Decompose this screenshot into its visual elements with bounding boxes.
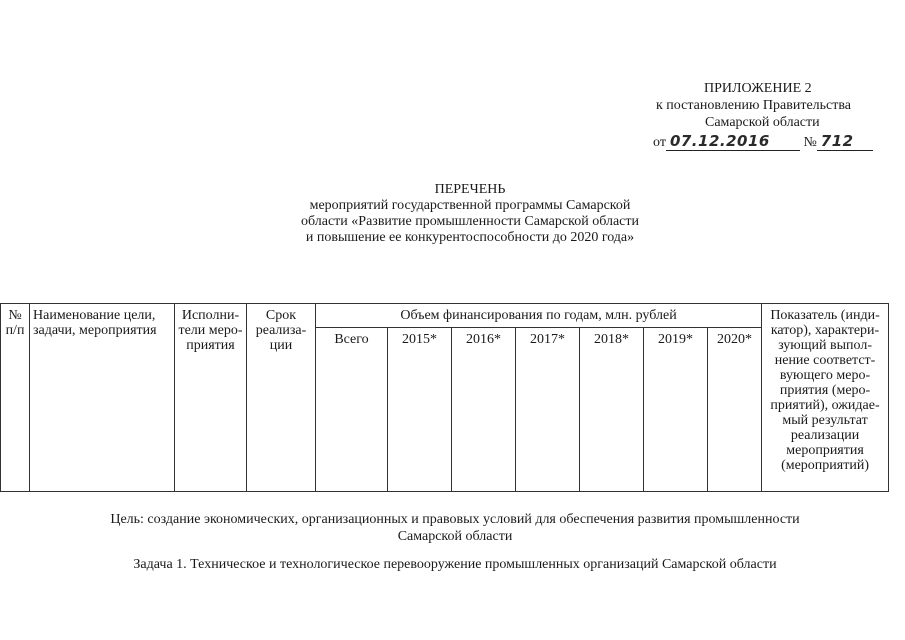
task-statement: Задача 1. Техническое и технологическое перевооружение промышленных организаций Самарской области: [133, 557, 777, 572]
document-title: [200, 182, 740, 246]
appendix-title: ПРИЛОЖЕНИЕ 2: [704, 81, 812, 96]
handwritten-date: 07.12.2016: [666, 133, 800, 151]
year-column: 2020*: [708, 328, 762, 492]
column-number: № п/п: [1, 304, 30, 492]
column-term: Срок реализа-ции: [247, 304, 316, 492]
goal-line: Цель: создание экономических, организационных и правовых условий для обеспечения развития промышленности: [110, 512, 800, 527]
table-header-row: [1, 304, 889, 328]
year-column: 2017*: [516, 328, 580, 492]
appendix-date-line: [653, 133, 873, 151]
year-column: Всего: [316, 328, 388, 492]
number-label: №: [803, 135, 817, 150]
document-subtitle-line: и повышение ее конкурентоспособности до 2020 года»: [305, 230, 635, 245]
document-subtitle-line: области «Развитие промышленности Самарской области: [300, 214, 639, 229]
document-subtitle-line: мероприятий государственной программы Самарской: [309, 198, 631, 213]
goal-line: Самарской области: [397, 529, 513, 544]
year-column: 2015*: [388, 328, 452, 492]
column-name: Наименование цели, задачи, мероприятия: [30, 304, 175, 492]
date-prefix: от: [653, 135, 666, 150]
goal-statement: [40, 511, 870, 545]
appendix-resolution-line: к постановлению Правительства: [656, 98, 852, 113]
year-column: 2016*: [452, 328, 516, 492]
activities-table: [0, 303, 889, 492]
document-heading: ПЕРЕЧЕНЬ: [434, 182, 506, 197]
year-column: 2018*: [580, 328, 644, 492]
column-funding: Объем финансирования по годам, млн. рублей: [316, 304, 762, 328]
column-indicator: Показатель (инди-катор), характери-зующий выпол-нение соответст-вующего меро-приятия (меро-приятий), ожидае-мый результат реализации мероприятия (мероприятий): [762, 304, 889, 492]
handwritten-number: 712: [817, 133, 873, 151]
appendix-region-line: Самарской области: [705, 115, 820, 130]
year-column: 2019*: [644, 328, 708, 492]
column-executors: Исполни-тели меро-приятия: [175, 304, 247, 492]
